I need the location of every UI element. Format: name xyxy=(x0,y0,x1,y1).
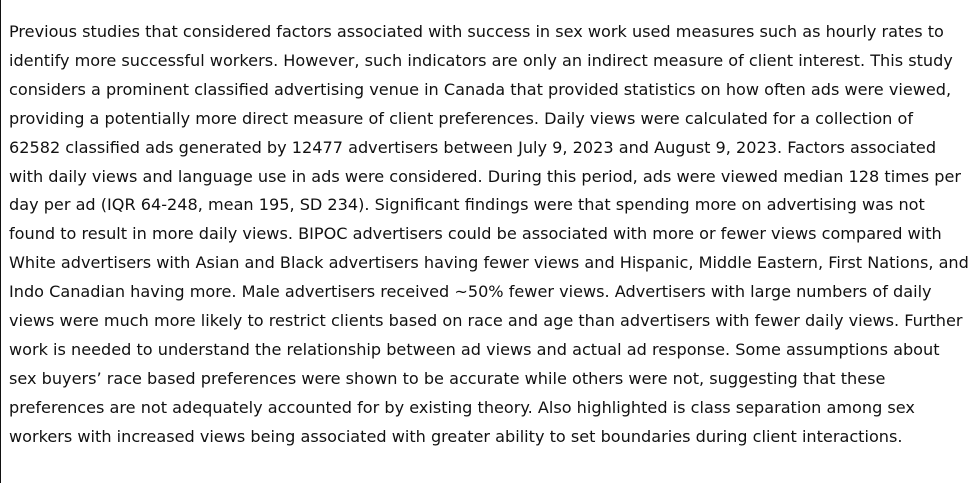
abstract-paragraph xyxy=(9,18,971,452)
abstract-line: 62582 classified ads generated by 12477 advertisers between July 9, 2023 and August 9, 2023. Factors associated xyxy=(9,137,937,157)
abstract-line: considers a prominent classified advertising venue in Canada that provided statistics on how often ads were viewed, xyxy=(9,79,952,99)
abstract-line: work is needed to understand the relationship between ad views and actual ad response. Some assumptions about xyxy=(9,339,940,359)
abstract-line: views were much more likely to restrict clients based on race and age than advertisers with fewer daily views. Further xyxy=(9,311,963,331)
abstract-line: White advertisers with Asian and Black advertisers having fewer views and Hispanic, Middle Eastern, First Nations, and xyxy=(9,253,969,273)
abstract-line: sex buyers’ race based preferences were shown to be accurate while others were not, suggesting that these xyxy=(9,368,886,388)
abstract-line: preferences are not adequately accounted for by existing theory. Also highlighted is class separation among sex xyxy=(9,397,915,417)
abstract-line: with daily views and language use in ads were considered. During this period, ads were viewed median 128 times per xyxy=(9,166,961,186)
abstract-line: found to result in more daily views. BIPOC advertisers could be associated with more or fewer views compared with xyxy=(9,224,942,244)
abstract-line: workers with increased views being associated with greater ability to set boundaries during client interactions. xyxy=(9,426,903,446)
abstract-line: Previous studies that considered factors associated with success in sex work used measures such as hourly rates to xyxy=(9,22,944,41)
abstract-line: identify more successful workers. However, such indicators are only an indirect measure of client interest. This study xyxy=(9,50,953,70)
abstract-line: providing a potentially more direct measure of client preferences. Daily views were calculated for a collection of xyxy=(9,108,913,128)
abstract-line: day per ad (IQR 64-248, mean 195, SD 234). Significant findings were that spending more on advertising was not xyxy=(9,195,925,215)
abstract-line: Indo Canadian having more. Male advertisers received ~50% fewer views. Advertisers with large numbers of daily xyxy=(9,282,932,302)
